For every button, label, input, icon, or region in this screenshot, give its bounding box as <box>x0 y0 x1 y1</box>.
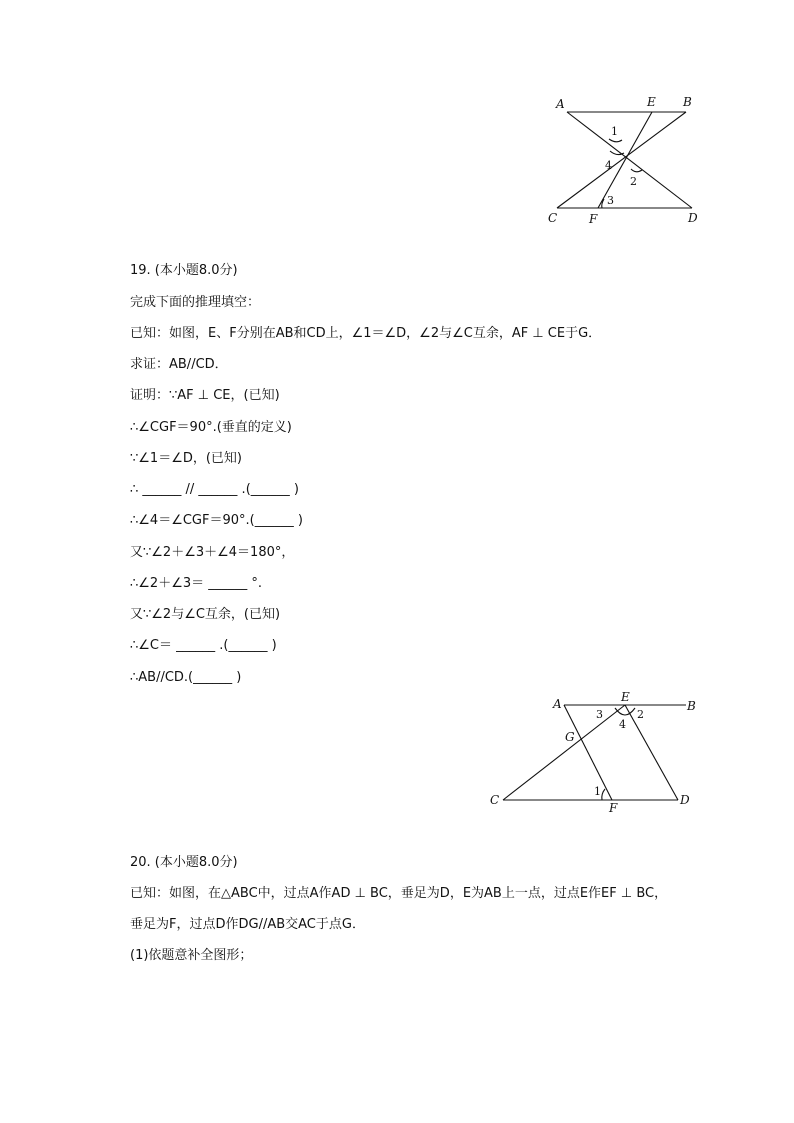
line-ed <box>625 705 678 800</box>
angle-label-3: 3 <box>607 194 614 207</box>
q19-line-2: 已知：如图，E、F分别在AB和CD上，∠1＝∠D，∠2与∠C互余，AF ⊥ CE于G． <box>130 326 602 341</box>
line-ce <box>503 705 625 800</box>
angle-label-2: 2 <box>630 175 637 188</box>
angle-4-arc <box>610 151 624 155</box>
angle-1-arc <box>602 789 605 800</box>
q19-line-5: ∴∠CGF＝90°.(垂直的定义) <box>130 420 292 435</box>
angle-label-1: 1 <box>594 785 601 798</box>
q19-title: 19. (本小题8.0分) <box>130 263 238 278</box>
q20-title: 20. (本小题8.0分) <box>130 855 238 870</box>
label-f: F <box>609 801 618 815</box>
angle-label-2: 2 <box>637 708 644 721</box>
q19-line-13: ∴AB//CD.(______ ) <box>130 670 242 685</box>
q20-line-2: 垂足为F，过点D作DG//AB交AC于点G． <box>130 917 365 932</box>
q19-line-1: 完成下面的推理填空： <box>130 295 261 310</box>
label-e: E <box>621 690 630 704</box>
q19-line-6: ∵∠1＝∠D，(已知) <box>130 451 243 466</box>
line-ad <box>567 112 692 208</box>
label-f: F <box>589 212 598 226</box>
q19-line-12: ∴∠C＝ ______ .(______ ) <box>130 638 277 653</box>
label-d: D <box>680 793 690 807</box>
q20-line-1: 已知：如图，在△ABC中，过点A作AD ⊥ BC，垂足为D，E为AB上一点，过点E作EF ⊥ BC， <box>130 886 668 901</box>
line-af <box>564 705 612 800</box>
q19-line-11: 又∵∠2与∠C互余，(已知) <box>130 607 281 622</box>
label-a: A <box>556 97 565 111</box>
q19-line-9: 又∵∠2＋∠3＋∠4＝180°， <box>130 545 295 560</box>
q19-line-3: 求证：AB//CD． <box>130 357 228 372</box>
angle-label-4: 4 <box>605 159 612 172</box>
q19-line-4: 证明：∵AF ⊥ CE，(已知) <box>130 388 280 403</box>
angle-1-arc <box>609 139 622 142</box>
label-g: G <box>565 730 575 744</box>
figure-q18 <box>540 92 710 232</box>
label-d: D <box>688 211 698 225</box>
q19-line-8: ∴∠4＝∠CGF＝90°.(______ ) <box>130 513 303 528</box>
q19-line-7: ∴ ______ // ______ .(______ ) <box>130 482 299 497</box>
label-b: B <box>687 699 696 713</box>
q19-line-10: ∴∠2＋∠3＝ ______ °. <box>130 576 263 591</box>
label-e: E <box>647 95 656 109</box>
angle-label-4: 4 <box>619 718 626 731</box>
label-b: B <box>683 95 692 109</box>
angle-2-arc <box>631 169 642 172</box>
figure-q19 <box>486 688 706 816</box>
label-a: A <box>553 697 562 711</box>
angle-label-3: 3 <box>596 708 603 721</box>
label-c: C <box>548 211 558 225</box>
angle-label-1: 1 <box>611 125 618 138</box>
line-bc <box>557 112 686 208</box>
angle-arc-e <box>615 708 635 715</box>
q20-line-3: (1)依题意补全图形； <box>130 948 253 963</box>
label-c: C <box>490 793 500 807</box>
